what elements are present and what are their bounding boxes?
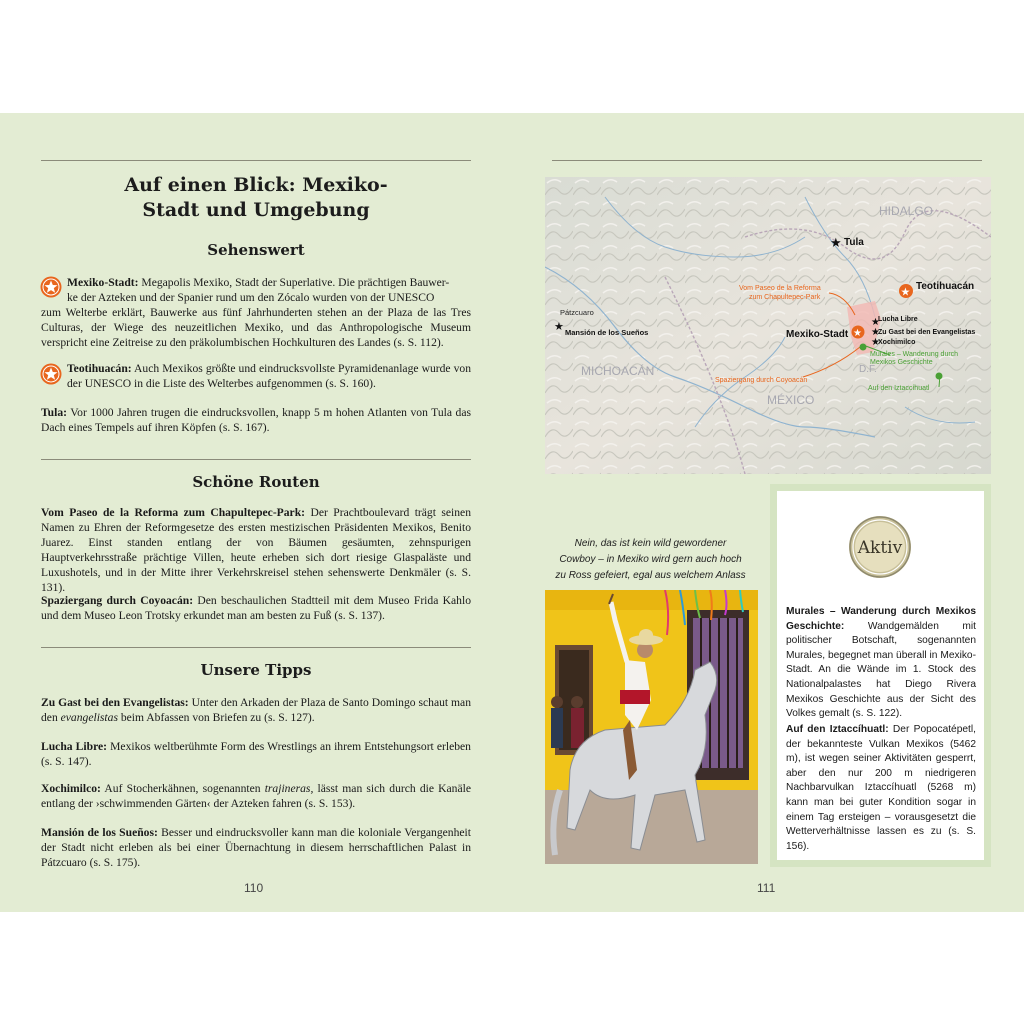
tipp-text: Besser und eindrucksvoller kann man die koloniale Vergangenheit der Stadt nicht erleben als bei einer Übernachtung in diesem herrschaftlichen Palast in Pátzcuaro (s. S. 175).: [41, 826, 471, 869]
star-marker-icon: ★: [554, 321, 564, 333]
caption-line: Nein, das ist kein wild gewordener: [574, 538, 727, 549]
sight-mexiko-stadt-rest: zum Welterbe erklärt, Bauwerke aus fünf Jahrhunderten stehen an der Plaza de las Tres Culturas, der Wiege des neuzeitlichen Mexiko, und das Anthropologische Museum verspricht eine Zeitreise zu den präkolumbischen Hochkulturen des Landes (s. S. 112).: [41, 306, 471, 349]
iztaccihuatl-marker-icon: [936, 373, 943, 380]
map-place-label: Pátzcuaro: [560, 308, 594, 317]
tipp-evangelistas: [41, 695, 471, 725]
tipp-text: Auf Stocherkähnen, sogenannten: [100, 782, 265, 795]
star-marker-icon: ★: [871, 337, 880, 348]
heading-unsere-tipps: Unsere Tipps: [200, 661, 312, 679]
map-route-label: Auf den Iztaccíhuatl: [868, 385, 930, 392]
tipp-name: Zu Gast bei den Evangelistas:: [41, 696, 189, 709]
aktiv-badge-label: Aktiv: [857, 538, 903, 558]
map-place-label: Tula: [844, 237, 864, 248]
map-route-label: Mexikos Geschichte: [870, 359, 933, 366]
aktiv-item-name: Murales – Wanderung durch Mexikos Geschichte:: [786, 606, 976, 632]
map-route-label: Spaziergang durch Coyoacán: [715, 377, 808, 384]
heading-schoene-routen: Schöne Routen: [192, 473, 320, 491]
aktiv-item-text: Der Popocatépetl, der bekannteste Vulkan Mexikos (5462 m), ist wegen seiner Aktivitäten gesperrt, aber den nur 200 m niedrigeren Nachbarvulkan Iztaccíhuatl (5268 m) kann man bei guter Kondition sogar in einem Tag ersteigen – vorausgesetzt die Wetterverhältnisse lassen es zu (s. S. 156).: [786, 724, 976, 852]
top-sight-star-icon: [40, 276, 62, 298]
tipp-text-end: lässt man sich durch die Kanäle entlang der ›schwimmenden Gärten‹ der Azteken fahren (s. S. 153).: [41, 782, 471, 810]
map-region-label: MICHOACÁN: [581, 364, 655, 378]
aktiv-iztaccihuatl: [786, 723, 976, 854]
map-route-label: Vom Paseo de la Reforma: [739, 285, 821, 292]
svg-text:★: ★: [900, 286, 911, 299]
tipp-text: Mexikos weltberühmte Form des Wrestlings an ihrem Entstehungsort erleben (s. S. 147).: [41, 740, 471, 768]
aktiv-murales: [786, 605, 976, 722]
tipp-name: Mansión de los Sueños:: [41, 826, 158, 839]
murales-marker-icon: [860, 344, 867, 351]
svg-text:★: ★: [853, 328, 862, 339]
tipp-italic: trajineras,: [264, 782, 314, 795]
heading-sehenswert: Sehenswert: [207, 241, 305, 259]
route-name: Vom Paseo de la Reforma zum Chapultepec-Park:: [41, 506, 306, 519]
tipp-text: Unter den Arkaden der Plaza de Santo Domingo schaut man den: [41, 696, 471, 724]
route-text: Der Prachtboulevard trägt seinen Namen zu Ehren der Reformgesetze des ersten mestizischen Präsidenten Mexikos, Benito Juarez. Einst standen entlang der von Bäumen gesäumten, zehnspurigen Hauptverkehrsstraße prächtige Villen, heute erheben sich dort riesige Glaspaläste und Luxushotels, und in der Mitte ihrer Verkehrskreisel stehen sehenswerte Denkmäler (s. S. 131).: [41, 506, 471, 594]
photo-caption: [548, 536, 753, 584]
star-marker-icon: ★: [871, 327, 880, 338]
sight-mexiko-stadt-line2: ke der Azteken und der Spanier rund um den Zócalo wurden von der UNESCO: [67, 291, 435, 304]
sight-name: Teotihuacán:: [67, 362, 132, 375]
caption-line: Cowboy – in Mexiko wird gern auch hoch: [559, 554, 742, 565]
tipp-italic: evangelistas: [60, 711, 118, 724]
sight-text: Auch Mexikos größte und eindrucksvollste Pyramidenanlage wurde von der UNESCO in die Liste des Welterbes aufgenommen (s. S. 160).: [67, 362, 471, 390]
title-line-1: Auf einen Blick: Mexiko-: [124, 174, 388, 196]
aktiv-item-name: Auf den Iztaccíhuatl:: [786, 724, 889, 735]
section-rule: [41, 647, 471, 648]
route-coyoacan: [41, 593, 471, 623]
title-line-2: Stadt und Umgebung: [142, 199, 370, 221]
map-region-label: MÉXICO: [767, 393, 815, 407]
tipp-name: Lucha Libre:: [41, 740, 108, 753]
page-number-left: 110: [244, 881, 264, 895]
sight-teotihuacan: [67, 361, 471, 391]
aktiv-badge-icon: [848, 515, 912, 579]
caption-line: zu Ross gefeiert, egal aus welchem Anlass: [555, 570, 746, 581]
map-terrain: [545, 177, 991, 474]
map-place-label: Xochimilco: [878, 339, 916, 346]
sight-tula: [41, 405, 471, 435]
route-name: Spaziergang durch Coyoacán:: [41, 594, 194, 607]
map-place-label: Teotihuacán: [916, 281, 975, 292]
map-place-label: Lucha Libre: [878, 316, 918, 323]
tipp-text-end: beim Abfassen von Briefen zu (s. S. 127).: [117, 711, 315, 724]
page-title: [41, 173, 471, 223]
map-route-label: Murales – Wanderung durch: [870, 351, 959, 358]
sight-text: Megapolis Mexiko, Stadt der Superlative. Die prächtigen Bauwer-: [138, 276, 450, 289]
star-marker-icon: ★: [871, 317, 880, 328]
aktiv-item-text: Wandgemälden mit politischer Botschaft, sogenannten Murales, begegnet man überall in Mexiko-Stadt. An die Wände im 1. Stock des Nationalpalastes hat Diego Rivera Mexikos Geschichte aus der Sicht des Volkes gemalt (s. S. 122).: [786, 620, 976, 720]
map-place-label: Mexiko-Stadt: [786, 329, 849, 340]
sight-name: Tula:: [41, 406, 67, 419]
horseman-photo: [545, 590, 758, 864]
tipp-lucha-libre: [41, 739, 471, 769]
top-sight-star-icon: [40, 363, 62, 385]
top-rule-right: [552, 160, 982, 161]
route-text: Den beschaulichen Stadtteil mit dem Museo Frida Kahlo und dem Museo Leon Trotsky erkundet man am besten zu Fuß (s. S. 137).: [41, 594, 471, 622]
tipp-name: Xochimilco:: [41, 782, 101, 795]
map-place-label: Mansión de los Sueños: [565, 328, 649, 337]
map-route-label: zum Chapultepec-Park: [749, 294, 821, 301]
sight-name: Mexiko-Stadt:: [67, 276, 139, 289]
map-place-label: Zu Gast bei den Evangelistas: [878, 329, 976, 336]
section-rule: [41, 459, 471, 460]
star-marker-icon: ★: [830, 235, 842, 250]
top-rule-left: [41, 160, 471, 161]
route-reforma: [41, 505, 471, 595]
tipp-xochimilco: [41, 781, 471, 811]
tipp-mansion: [41, 825, 471, 870]
map-region-label: HIDALGO: [879, 204, 934, 218]
map-region-label: D.F.: [859, 364, 877, 375]
sight-mexiko-stadt-intro: [67, 275, 471, 290]
page-number-right: 111: [757, 881, 776, 895]
sight-text: Vor 1000 Jahren trugen die eindrucksvollen, knapp 5 m hohen Atlanten von Tula das Dach eines Tempels auf ihren Köpfen (s. S. 167).: [41, 406, 471, 434]
region-map: [545, 177, 991, 474]
